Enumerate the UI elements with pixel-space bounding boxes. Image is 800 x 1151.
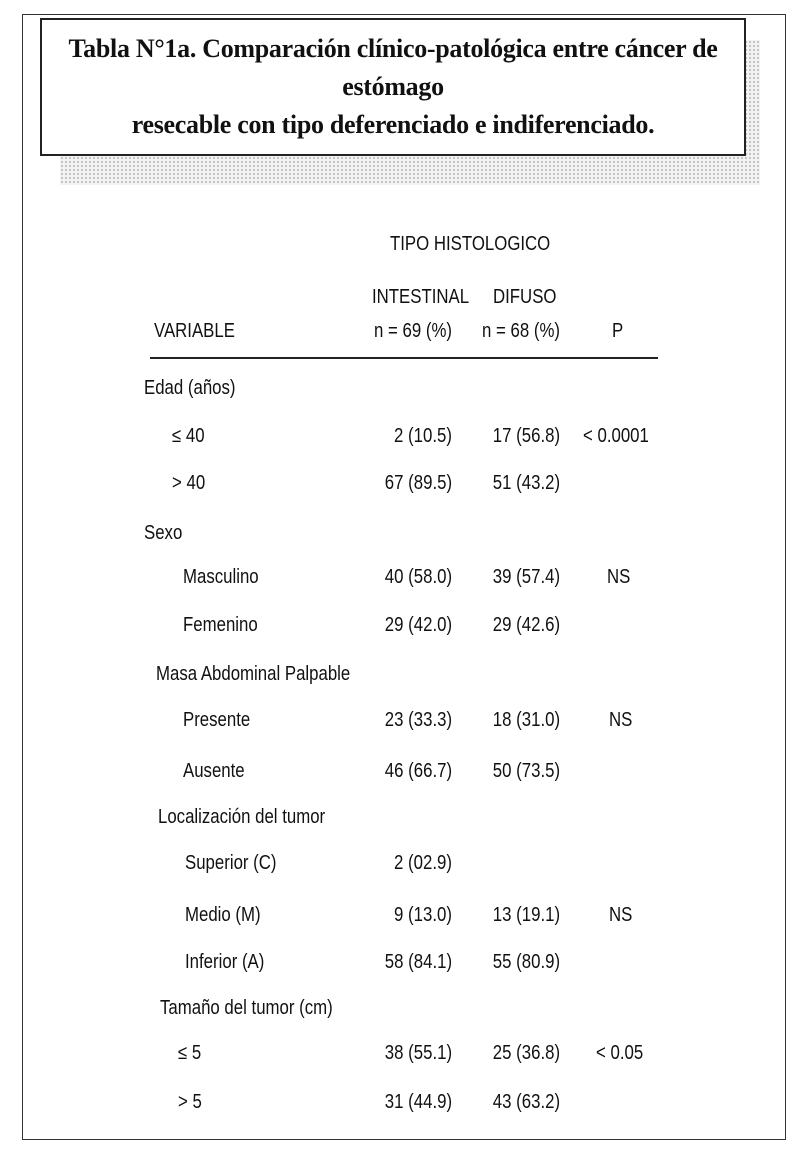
title-line-2: resecable con tipo deferenciado e indiferenciado.	[131, 110, 655, 139]
cell-difuso: 18 (31.0)	[492, 709, 560, 731]
row-label: Presente	[183, 709, 251, 731]
col-header-difuso-n: n = 68 (%)	[482, 320, 560, 342]
row-label: Masculino	[183, 566, 259, 588]
cell-difuso: 25 (36.8)	[492, 1042, 560, 1064]
cell-difuso: 43 (63.2)	[492, 1091, 560, 1113]
row-label: Superior (C)	[185, 852, 277, 874]
cell-difuso: 13 (19.1)	[492, 904, 560, 926]
section-label: Edad (años)	[144, 377, 236, 399]
cell-intestinal: 46 (66.7)	[384, 760, 452, 782]
cell-intestinal: 2 (10.5)	[394, 425, 452, 447]
cell-intestinal: 40 (58.0)	[384, 566, 452, 588]
cell-difuso: 39 (57.4)	[492, 566, 560, 588]
section-label: Masa Abdominal Palpable	[156, 663, 351, 685]
row-label: ≤ 5	[178, 1042, 202, 1064]
table-title	[48, 30, 738, 144]
group-header: TIPO HISTOLOGICO	[390, 233, 551, 255]
cell-difuso: 50 (73.5)	[492, 760, 560, 782]
cell-difuso: 17 (56.8)	[492, 425, 560, 447]
col-header-variable: VARIABLE	[154, 320, 235, 342]
row-label: Inferior (A)	[185, 951, 265, 973]
row-label: Ausente	[183, 760, 245, 782]
cell-difuso: 55 (80.9)	[492, 951, 560, 973]
col-header-p: P	[612, 320, 624, 342]
cell-intestinal: 2 (02.9)	[394, 852, 452, 874]
title-box	[40, 18, 746, 156]
row-label: Femenino	[183, 614, 258, 636]
row-label: > 40	[172, 472, 206, 494]
row-label: ≤ 40	[172, 425, 205, 447]
row-label: > 5	[178, 1091, 202, 1113]
col-header-intestinal: INTESTINAL	[372, 286, 470, 308]
header-rule	[150, 357, 658, 359]
section-label: Localización del tumor	[158, 806, 326, 828]
section-label: Tamaño del tumor (cm)	[160, 997, 333, 1019]
cell-intestinal: 58 (84.1)	[384, 951, 452, 973]
title-line-1: Tabla N°1a. Comparación clínico-patológica entre cáncer de estómago	[68, 34, 718, 101]
cell-intestinal: 31 (44.9)	[384, 1091, 452, 1113]
cell-intestinal: 23 (33.3)	[384, 709, 452, 731]
cell-p-value: NS	[609, 904, 633, 926]
cell-difuso: 29 (42.6)	[492, 614, 560, 636]
cell-difuso: 51 (43.2)	[492, 472, 560, 494]
cell-p-value: < 0.05	[596, 1042, 644, 1064]
row-label: Medio (M)	[185, 904, 261, 926]
cell-intestinal: 9 (13.0)	[394, 904, 452, 926]
col-header-intestinal-n: n = 69 (%)	[374, 320, 452, 342]
cell-p-value: < 0.0001	[583, 425, 649, 447]
cell-p-value: NS	[607, 566, 631, 588]
cell-intestinal: 29 (42.0)	[384, 614, 452, 636]
col-header-difuso: DIFUSO	[493, 286, 557, 308]
cell-p-value: NS	[609, 709, 633, 731]
section-label: Sexo	[144, 522, 183, 544]
cell-intestinal: 67 (89.5)	[384, 472, 452, 494]
cell-intestinal: 38 (55.1)	[384, 1042, 452, 1064]
